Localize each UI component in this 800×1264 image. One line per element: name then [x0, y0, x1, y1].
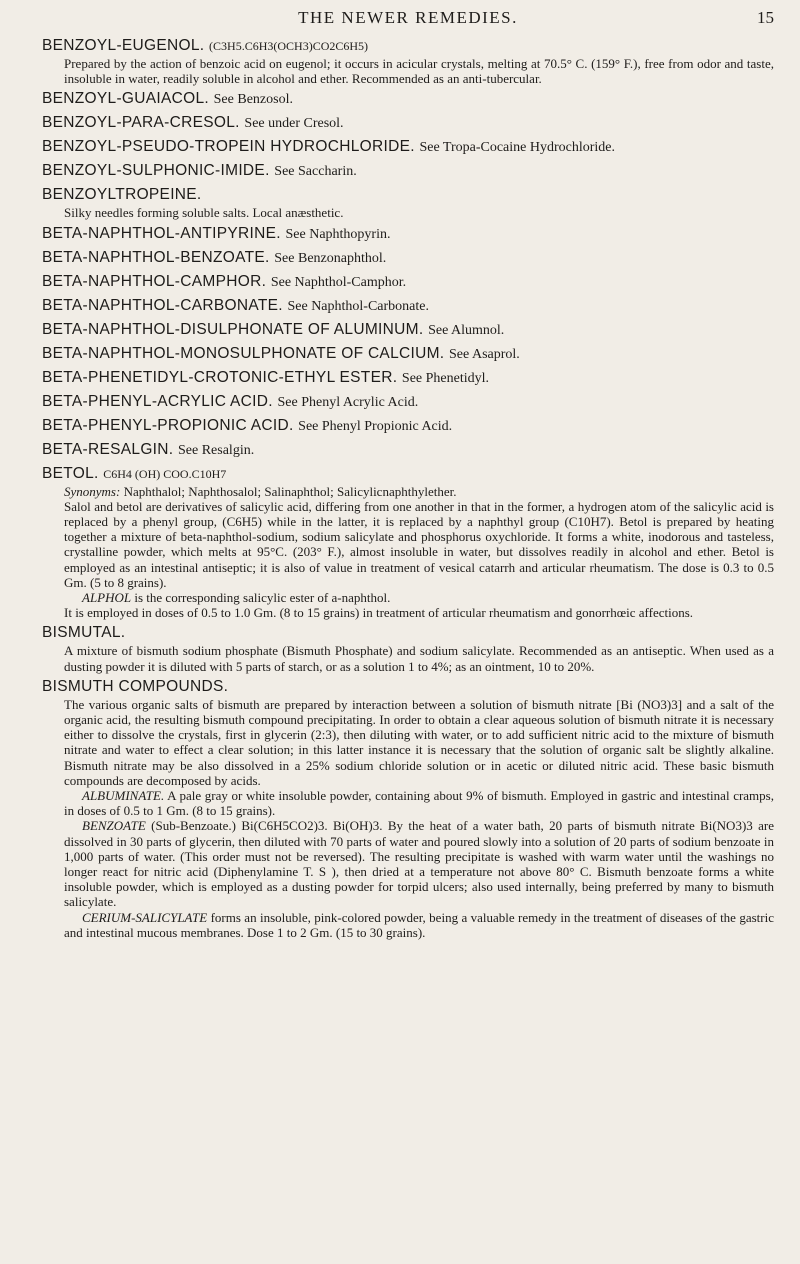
cross-reference: See Benzonaphthol. — [274, 250, 387, 266]
entry-heading: BENZOYLTROPEINE. — [42, 186, 202, 204]
page-number: 15 — [757, 8, 774, 27]
chemical-formula: (C3H5.C6H3(OCH3)CO2C6H5) — [209, 39, 369, 53]
entry-heading: BETA-NAPHTHOL-CAMPHOR. — [42, 272, 267, 290]
entry-text: The various organic salts of bismuth are prepared by interaction between a solution of bismuth nitrate [Bi (NO3)3] and a salt of the organic acid, the resulting bismuth compound precipitating. In order to obtain a clear aqueous solution of bismuth nitrate it is necessary either to dissolve the crystals, first in glycerin (2:3), then diluting with water, or to add sufficient nitric acid to the mixture of bismuth nitrate and water to effect a clear solution; in this latter instance it is necessary that the solution of organic salt be slightly alkaline. Bismuth nitrate may be also dissolved in a 25% sodium chloride solution or in acetic or diluted nitric acid. These basic bismuth compounds are decomposed by acids. — [64, 696, 774, 788]
synonyms-text: Naphthalol; Naphthosalol; Salinaphthol; Salicylicnaphthylether. — [123, 483, 457, 499]
entry-bismuth-compounds — [42, 677, 774, 940]
entry-beta-naphthol-antipyrine — [42, 224, 774, 245]
entry-heading: BETA-NAPHTHOL-CARBONATE. — [42, 296, 283, 314]
benzoate-text: (Sub-Benzoate.) Bi(C6H5CO2)3. Bi(OH)3. By the heat of a water bath, 20 parts of bismuth nitrate Bi(NO3)3 are dissolved in 30 parts of glycerin, then diluted with 70 parts of water and poured slowly into a solution of 20 parts of sodium benzoate in 1,000 parts of water. (This order must not be reversed). The resulting precipitate is washed with warm water until the washings no longer react for nitric acid (Diphenylamine T. S ), then dried at a temperature not above 80° C. Bismuth benzoate forms a white insoluble powder, which is employed as a dusting powder for torpid ulcers; also used internally, being preferred by many to bismuth salicylate. — [64, 818, 774, 910]
chemical-formula: C6H4 (OH) COO.C10H7 — [103, 466, 227, 481]
page-header — [42, 6, 774, 32]
entry-heading: BENZOYL-PSEUDO-TROPEIN HYDROCHLORIDE. — [42, 138, 415, 156]
entry-heading: BETA-PHENETIDYL-CROTONIC-ETHYL ESTER. — [42, 368, 398, 386]
cross-reference: See Naphthol-Carbonate. — [287, 298, 429, 314]
benzoate-label: BENZOATE — [82, 818, 146, 834]
entry-beta-phenetidyl — [42, 368, 774, 389]
cerium-text: forms an insoluble, pink-colored powder, being a valuable remedy in the treatment of diseases of the gastric and intestinal mucous membranes. Dose 1 to 2 Gm. (15 to 30 grains). — [64, 909, 774, 940]
entry-heading: BETA-PHENYL-ACRYLIC ACID. — [42, 392, 273, 410]
alphol-dose-text: It is employed in doses of 0.5 to 1.0 Gm. (8 to 15 grains) in treatment of articular rheumatism and gonorrhœic affections. — [64, 605, 694, 621]
cross-reference: See Resalgin. — [178, 442, 255, 458]
entry-benzoyl-guaiacol — [42, 89, 774, 110]
entry-beta-resalgin — [42, 440, 774, 461]
cross-reference: See Alumnol. — [428, 322, 505, 338]
alphol-paragraph — [42, 590, 774, 605]
entry-heading: BETOL. — [42, 464, 99, 482]
albuminate-paragraph — [42, 788, 774, 818]
cross-reference: See Naphthopyrin. — [285, 226, 391, 242]
benzoate-paragraph — [42, 818, 774, 909]
entry-beta-phenyl-acrylic — [42, 392, 774, 413]
entry-heading: BISMUTAL. — [42, 624, 126, 642]
entry-text: Salol and betol are derivatives of salicylic acid, differing from one another in that in the former, a hydrogen atom of the salicylic acid is replaced by a phenyl group, (C6H5) while in the latter, it is replaced by a naphthyl group (C10H7). Betol is prepared by heating together a mixture of beta-naphthol-sodium, sodium salicylate and phosphorus oxychloride. It forms a white, inodorous and tasteless, crystalline powder, which melts at 95°C. (203° F.), almost insoluble in water, but dissolves readily in alcohol and ether. Betol is employed as an intestinal antiseptic; it is also of value in treatment of vesical catarrh and articular rheumatism. The dose is 0.3 to 0.5 Gm. (5 to 8 grains). — [64, 498, 774, 590]
entry-heading: BETA-NAPHTHOL-MONOSULPHONATE OF CALCIUM. — [42, 344, 445, 362]
entry-benzoyl-sulphonic-imide — [42, 161, 774, 182]
albuminate-text: A pale gray or white insoluble powder, containing about 9% of bismuth. Employed in gastric and intestinal cramps, in doses of 0.5 to 1 Gm. (8 to 15 grains). — [64, 788, 774, 819]
entry-bismutal — [42, 623, 774, 673]
entry-heading: BETA-NAPHTHOL-ANTIPYRINE. — [42, 224, 281, 242]
entry-benzoyl-pseudo-tropein — [42, 137, 774, 158]
cross-reference: See Naphthol-Camphor. — [270, 274, 407, 290]
entry-beta-phenyl-propionic — [42, 416, 774, 437]
cross-reference: See Tropa-Cocaine Hydrochloride. — [419, 140, 616, 156]
cerium-paragraph — [42, 910, 774, 940]
entry-text: Prepared by the action of benzoic acid on eugenol; it occurs in acicular crystals, melting at 70.5° C. (159° F.), free from odor and taste, insoluble in water, readily soluble in alcohol and ether. Recommended as an anti-tubercular. — [64, 56, 774, 87]
book-page — [42, 6, 774, 940]
entry-beta-naphthol-disulphonate — [42, 320, 774, 341]
running-title: THE NEWER REMEDIES. — [298, 8, 518, 27]
entry-heading: BETA-NAPHTHOL-DISULPHONATE OF ALUMINUM. — [42, 320, 424, 338]
albuminate-label: ALBUMINATE. — [82, 788, 165, 804]
entry-heading: BETA-NAPHTHOL-BENZOATE. — [42, 248, 270, 266]
entries-list — [42, 36, 774, 940]
entry-heading: BETA-RESALGIN. — [42, 440, 174, 458]
entry-betol — [42, 464, 774, 621]
entry-text: Silky needles forming soluble salts. Local anæsthetic. — [64, 205, 344, 221]
cross-reference: See Asaprol. — [449, 346, 520, 362]
entry-heading: BISMUTH COMPOUNDS. — [42, 677, 229, 695]
entry-heading: BENZOYL-EUGENOL. — [42, 37, 205, 54]
entry-heading: BENZOYL-PARA-CRESOL. — [42, 114, 240, 132]
entry-heading: BENZOYL-GUAIACOL. — [42, 90, 210, 108]
entry-heading: BENZOYL-SULPHONIC-IMIDE. — [42, 162, 270, 180]
entry-beta-naphthol-monosulphonate — [42, 344, 774, 365]
entry-beta-naphthol-carbonate — [42, 296, 774, 317]
cross-reference: See Benzosol. — [213, 92, 293, 108]
cross-reference: See Saccharin. — [274, 164, 357, 180]
synonyms-line — [42, 484, 774, 499]
entry-benzoyltropeine — [42, 185, 774, 220]
cross-reference: See Phenyl Acrylic Acid. — [277, 394, 419, 410]
cross-reference: See Phenetidyl. — [401, 370, 490, 386]
cerium-label: CERIUM-SALICYLATE — [82, 909, 208, 925]
entry-benzoyl-eugenol — [42, 36, 774, 86]
alphol-text: is the corresponding salicylic ester of a-naphthol. — [134, 590, 391, 606]
cross-reference: See under Cresol. — [244, 116, 344, 132]
entry-heading: BETA-PHENYL-PROPIONIC ACID. — [42, 416, 294, 434]
entry-beta-naphthol-camphor — [42, 272, 774, 293]
synonyms-label: Synonyms: — [64, 483, 121, 499]
entry-beta-naphthol-benzoate — [42, 248, 774, 269]
alphol-label: ALPHOL — [82, 590, 132, 606]
entry-benzoyl-para-cresol — [42, 113, 774, 134]
cross-reference: See Phenyl Propionic Acid. — [298, 418, 453, 434]
entry-text: A mixture of bismuth sodium phosphate (Bismuth Phosphate) and sodium salicylate. Recommended as an antiseptic. When used as a dusting powder it is diluted with 5 parts of starch, or as a solution 1 to 4%; as an ointment, 10 to 20%. — [64, 643, 774, 674]
